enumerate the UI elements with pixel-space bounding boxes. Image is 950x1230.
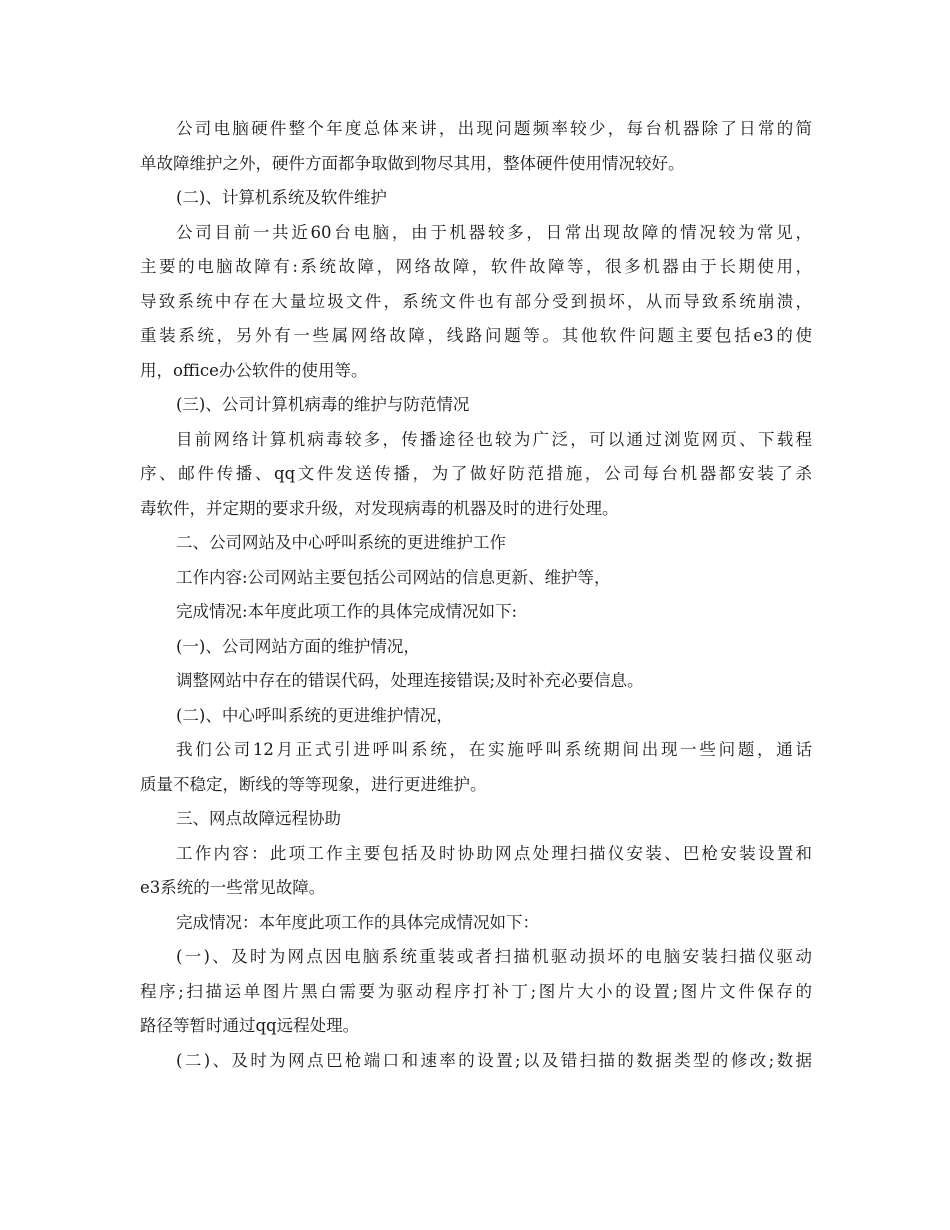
text-line: 主要的电脑故障有:系统故障，网络故障，软件故障等，很多机器由于长期使用， bbox=[140, 257, 812, 276]
text-line: (一)、及时为网点因电脑系统重装或者扫描机驱动损坏的电脑安装扫描仪驱动 bbox=[176, 947, 812, 966]
text-line: 毒软件，并定期的要求升级，对发现病毒的机器及时的进行处理。 bbox=[140, 498, 619, 518]
text-line: (一)、公司网站方面的维护情况， bbox=[176, 636, 420, 656]
text-line: 完成情况：本年度此项工作的具体完成情况如下： bbox=[176, 912, 539, 932]
text-line: 程序;扫描运单图片黑白需要为驱动程序打补丁;图片大小的设置;图片文件保存的 bbox=[140, 981, 812, 1001]
text-line: 公司目前一共近60台电脑，由于机器较多，日常出现故障的情况较为常见， bbox=[176, 222, 812, 242]
text-line: 导致系统中存在大量垃圾文件，系统文件也有部分受到损坏，从而导致系统崩溃， bbox=[140, 291, 812, 311]
text-line: 质量不稳定，断线的等等现象，进行更进维护。 bbox=[140, 774, 487, 794]
text-line: e3系统的一些常见故障。 bbox=[140, 878, 326, 897]
text-line: (二)、及时为网点巴枪端口和速率的设置;以及错扫描的数据类型的修改;数据 bbox=[176, 1050, 812, 1070]
text-line: 我们公司12月正式引进呼叫系统，在实施呼叫系统期间出现一些问题，通话 bbox=[176, 740, 812, 759]
text-line: (三)、公司计算机病毒的维护与防范情况 bbox=[176, 395, 470, 414]
text-line: 工作内容:公司网站主要包括公司网站的信息更新、维护等， bbox=[176, 567, 611, 587]
text-line: 公司电脑硬件整个年度总体来讲，出现问题频率较少，每台机器除了日常的简 bbox=[176, 119, 812, 138]
text-line: 三、网点故障远程协助 bbox=[176, 809, 341, 828]
text-line: 工作内容：此项工作主要包括及时协助网点处理扫描仪安装、巴枪安装设置和 bbox=[176, 843, 812, 863]
text-line: 完成情况:本年度此项工作的具体完成情况如下: bbox=[176, 602, 518, 621]
text-line: 路径等暂时通过qq远程处理。 bbox=[140, 1016, 360, 1035]
text-line: 重装系统，另外有一些属网络故障，线路问题等。其他软件问题主要包括e3的使 bbox=[140, 326, 812, 345]
text-line: 二、公司网站及中心呼叫系统的更进维护工作 bbox=[176, 533, 506, 552]
text-line: (二)、计算机系统及软件维护 bbox=[176, 188, 387, 207]
text-line: 序、邮件传播、qq文件发送传播，为了做好防范措施，公司每台机器都安装了杀 bbox=[140, 464, 812, 483]
text-line: 单故障维护之外，硬件方面都争取做到物尽其用，整体硬件使用情况较好。 bbox=[140, 153, 685, 173]
text-line: (二)、中心呼叫系统的更进维护情况， bbox=[176, 705, 453, 725]
text-line: 目前网络计算机病毒较多，传播途径也较为广泛，可以通过浏览网页、下载程 bbox=[176, 429, 812, 449]
text-line: 调整网站中存在的错误代码，处理连接错误;及时补充必要信息。 bbox=[176, 671, 644, 690]
text-line: 用，office办公软件的使用等。 bbox=[140, 360, 368, 380]
document-body bbox=[140, 112, 812, 1078]
